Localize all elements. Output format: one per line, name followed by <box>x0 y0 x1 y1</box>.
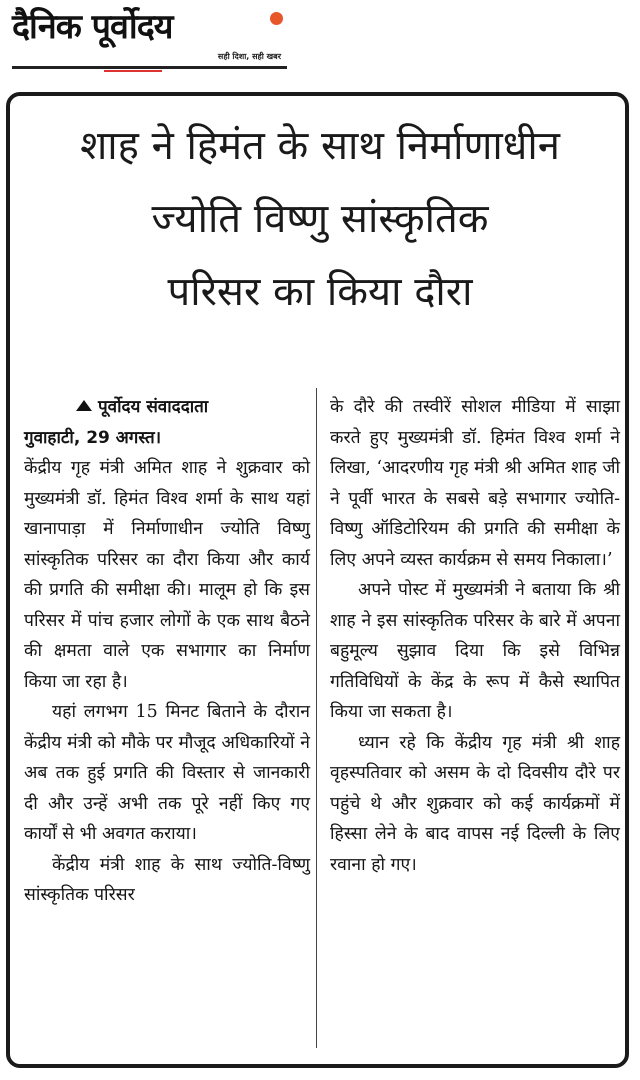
byline-text: पूर्वोदय संवाददाता <box>98 397 209 417</box>
headline-line: ज्योति विष्णु सांस्कृतिक <box>151 196 489 242</box>
dateline: गुवाहाटी, 29 अगस्त। <box>24 427 162 448</box>
triangle-icon <box>76 400 92 411</box>
paragraph: केंद्रीय मंत्री शाह के साथ ज्योति-विष्णु सांस्कृतिक परिसर <box>24 854 310 905</box>
newspaper-tagline: सही दिशा, सही खबर <box>217 52 281 61</box>
article-column-right <box>330 392 620 880</box>
paragraph: के दौरे की तस्वीरें सोशल मीडिया में साझा करते हुए मुख्यमंत्री डॉ. हिमंत विश्व शर्मा ने लिखा, ‘आदरणीय गृह मंत्री श्री अमित शाह जी ने पूर्वी भारत के सबसे बड़े सभागार ज्योति-विष्णु ऑडिटोरियम की प्रगति की समीक्षा के लिए अपने व्यस्त कार्यक्रम से समय निकाला।’ <box>330 397 620 570</box>
paragraph: ध्यान रहे कि केंद्रीय गृह मंत्री श्री शाह वृहस्पतिवार को असम के दो दिवसीय दौरे पर पहुंचे थे और शुक्रवार को कई कार्यक्रमों में हिस्सा लेने के बाद वापस नई दिल्ली के लिए रवाना हो गए। <box>330 732 620 875</box>
headline-line: परिसर का किया दौरा <box>167 269 473 315</box>
headline-line: शाह ने हिमंत के साथ निर्माणाधीन <box>80 123 560 169</box>
paragraph: केंद्रीय गृह मंत्री अमित शाह ने शुक्रवार को मुख्यमंत्री डॉ. हिमंत विश्व शर्मा के साथ यहां खानापाड़ा में निर्माणाधीन ज्योति विष्णु सांस्कृतिक परिसर का दौरा किया और कार्य की प्रगति की समीक्षा की। मालूम हो कि इस परिसर में पांच हजार लोगों के एक साथ बैठने की क्षमता वाले एक सभागार का निर्माण किया जा रहा है। <box>24 458 310 692</box>
masthead-rule <box>12 66 287 69</box>
article-headline <box>14 110 626 329</box>
paragraph: अपने पोस्ट में मुख्यमंत्री ने बताया कि श्री शाह ने इस सांस्कृतिक परिसर के बारे में अपना बहुमूल्य सुझाव दिया कि इसे विभिन्न गतिविधियों के केंद्र के रूप में कैसे स्थापित किया जा सकता है। <box>330 580 620 722</box>
article-column-left <box>24 392 310 911</box>
masthead <box>12 4 287 72</box>
byline <box>24 392 310 423</box>
masthead-rule-mark <box>104 70 162 72</box>
logo-dot <box>270 12 283 25</box>
column-divider <box>316 388 317 1048</box>
paragraph: यहां लगभग 15 मिनट बिताने के दौरान केंद्रीय मंत्री को मौके पर मौजूद अधिकारियों ने अब तक हुई प्रगति की विस्तार से जानकारी दी और उन्हें अभी तक पूरे नहीं किए गए कार्यों से भी अवगत कराया। <box>24 702 310 844</box>
newspaper-title: दैनिक पूर्वोदय <box>12 7 173 47</box>
